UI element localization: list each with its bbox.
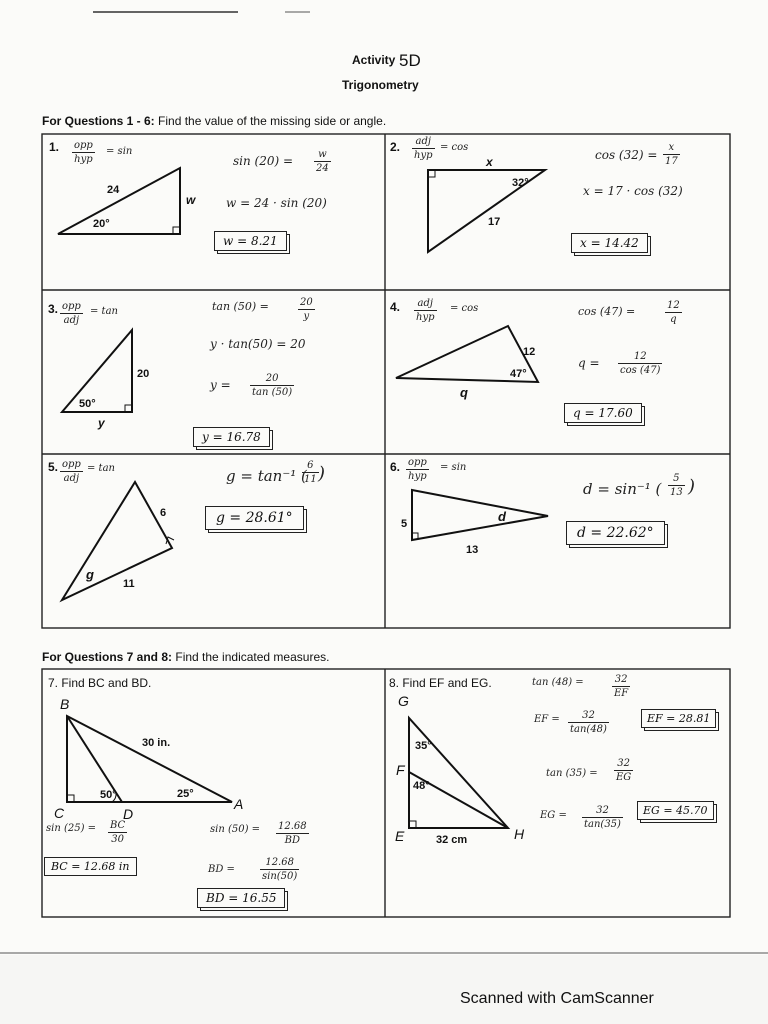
q1-hyp-label: 24 (107, 184, 120, 196)
q2-work-line2: x = 17 · cos (32) (583, 184, 683, 198)
figure-q7 (67, 716, 232, 802)
q8-title: 8. Find EF and EG. (389, 676, 492, 690)
q2-number: 2. (390, 140, 401, 154)
q3-answer-box: y = 16.78 (193, 427, 270, 447)
q4-work-line1: cos (47) = (578, 305, 636, 318)
page-title: Trigonometry (342, 78, 419, 92)
q6-side2-label: 13 (466, 544, 479, 556)
q6-answer-box: d = 22.62° (566, 521, 665, 545)
figure-q8 (409, 718, 508, 828)
q2-ratio-eq: = cos (440, 142, 469, 153)
q5-number: 5. (48, 460, 59, 474)
q3-angle-label: 50° (79, 398, 96, 410)
grid-q1-6 (42, 134, 730, 628)
q1-work-line2: w = 24 · sin (20) (226, 196, 327, 210)
q3-ratio-note: opp adj (62, 301, 81, 326)
q5-work-line1: g = tan⁻¹ ( (226, 467, 307, 485)
triangle-q3 (62, 330, 132, 412)
q1-answer-box: w = 8.21 (214, 231, 287, 251)
q3-work-line3: y = (210, 378, 231, 392)
q1-number: 1. (49, 140, 60, 154)
q6-work-frac: $\frac{5}{13}$ (670, 473, 683, 498)
q8-work1-frac: $\frac{32}{EF}$ (614, 674, 629, 699)
q8-angle2-label: 48° (413, 780, 430, 792)
q2-var-label: x (486, 155, 493, 169)
q2-work-line1: cos (32) = (595, 148, 658, 162)
q5-side1-label: 6 (160, 507, 167, 519)
q8-vertex-g: G (398, 693, 409, 709)
q1-ratio-note: opp hyp (74, 140, 93, 165)
grid-q7-8 (42, 669, 730, 917)
q3-work-line1: tan (50) = (212, 300, 269, 313)
q3-work-frac2: $\frac{20}{\tan (50)}$ (252, 373, 293, 398)
q7-answer2-box: BD = 16.55 (197, 888, 285, 908)
q4-number: 4. (390, 300, 401, 314)
q8-vertex-f: F (396, 762, 405, 778)
q4-answer-box: q = 17.60 (564, 403, 642, 423)
q2-hyp-label: 17 (488, 216, 501, 228)
q6-side1-label: 5 (401, 518, 408, 530)
q8-work2: EF = (534, 714, 560, 725)
q6-work-paren: ) (688, 476, 696, 497)
q3-work-frac: $\frac{20}{y}$ (300, 297, 313, 322)
q7-work1: sin (25) = (46, 823, 97, 834)
q7-work3-frac: $\frac{12.68}{\sin(50)}$ (262, 857, 298, 882)
q7-work2: sin (50) = (210, 824, 261, 835)
q5-ratio-note: opp adj (62, 459, 81, 484)
q8-side-label: 32 cm (436, 834, 468, 846)
q8-work3-frac: $\frac{32}{EG}$ (616, 758, 632, 783)
q6-ratio-eq: = sin (440, 462, 467, 473)
q8-work1: tan (48) = (532, 677, 584, 688)
q8-vertex-h: H (514, 826, 525, 842)
q4-work-frac2: $\frac{12}{\cos (47)}$ (620, 351, 661, 376)
q2-answer-box: x = 14.42 (571, 233, 648, 253)
q3-ratio-eq: = tan (90, 306, 118, 317)
q7-vertex-a: A (234, 796, 244, 812)
q5-side2-label: 11 (123, 578, 135, 590)
q7-answer1-box: BC = 12.68 in (44, 857, 137, 876)
q6-number: 6. (390, 460, 401, 474)
q7-vertex-d: D (123, 806, 134, 822)
scanner-watermark: Scanned with CamScanner (460, 990, 654, 1007)
q6-ratio-note: opp hyp (408, 457, 427, 482)
activity-number: 5D (399, 51, 421, 70)
q8-work3: tan (35) = (546, 768, 598, 779)
q4-angle-label: 47° (510, 368, 527, 380)
triangle-q5 (62, 482, 174, 600)
q4-work-line2: q = (578, 356, 600, 370)
q8-work2-frac: $\frac{32}{\tan(48)}$ (570, 710, 607, 735)
q2-angle-label: 32° (512, 177, 529, 189)
q8-angle1-label: 35° (415, 740, 432, 752)
q4-ratio-note: adj hyp (416, 298, 435, 323)
q3-work-line2: y · tan(50) = 20 (210, 337, 306, 351)
q8-answer1-box: EF = 28.81 (641, 709, 716, 728)
q3-number: 3. (48, 302, 59, 316)
section1-instruction: For Questions 1 - 6: Find the value of the missing side or angle. (42, 114, 387, 128)
q8-answer2-box: EG = 45.70 (637, 801, 714, 820)
q7-vertex-b: B (60, 696, 70, 712)
q6-var-label: d (498, 509, 506, 524)
q1-work-frac: $\frac{w}{24}$ (316, 149, 329, 174)
q7-vertex-c: C (54, 805, 65, 821)
q5-work-paren: ) (318, 463, 326, 484)
q7-angle2-label: 25° (177, 788, 194, 800)
section2-instruction: For Questions 7 and 8: Find the indicated measures. (42, 650, 330, 664)
q8-vertex-e: E (395, 828, 405, 844)
q3-opp-label: 20 (137, 368, 150, 380)
q8-work4: EG = (540, 810, 567, 821)
q1-ratio-eq: = sin (106, 146, 133, 157)
q6-work-line1: d = sin⁻¹ ( (583, 480, 662, 498)
q7-work2-frac: $\frac{12.68}{BD}$ (278, 821, 307, 846)
q2-ratio-note: adj hyp (414, 136, 433, 161)
q4-side-label: 12 (523, 346, 536, 358)
q1-angle-label: 20° (93, 218, 110, 230)
q5-answer-box: g = 28.61° (205, 506, 304, 530)
q2-work-frac: $\frac{x}{17}$ (665, 142, 678, 167)
q7-title: 7. Find BC and BD. (48, 676, 152, 690)
q1-var-label: w (186, 193, 196, 207)
q7-angle1-label: 50° (100, 789, 117, 801)
q4-ratio-eq: = cos (450, 303, 479, 314)
q7-work3: BD = (208, 864, 235, 875)
triangle-q6 (412, 490, 548, 540)
q7-hyp-label: 30 in. (142, 737, 171, 749)
triangle-q1 (58, 168, 180, 234)
q5-work-frac: $\frac{6}{11}$ (304, 460, 317, 485)
q3-var-label: y (98, 416, 105, 430)
q5-ratio-eq: = tan (87, 463, 115, 474)
q1-work-line1: sin (20) = (233, 154, 294, 168)
q5-var-label: g (86, 567, 94, 582)
activity-label: Activity (352, 53, 396, 67)
q7-work1-frac: $\frac{BC}{30}$ (110, 820, 126, 845)
q4-var-label: q (460, 385, 468, 400)
q8-work4-frac: $\frac{32}{\tan(35)}$ (584, 805, 621, 830)
q4-work-frac: $\frac{12}{q}$ (667, 300, 680, 325)
